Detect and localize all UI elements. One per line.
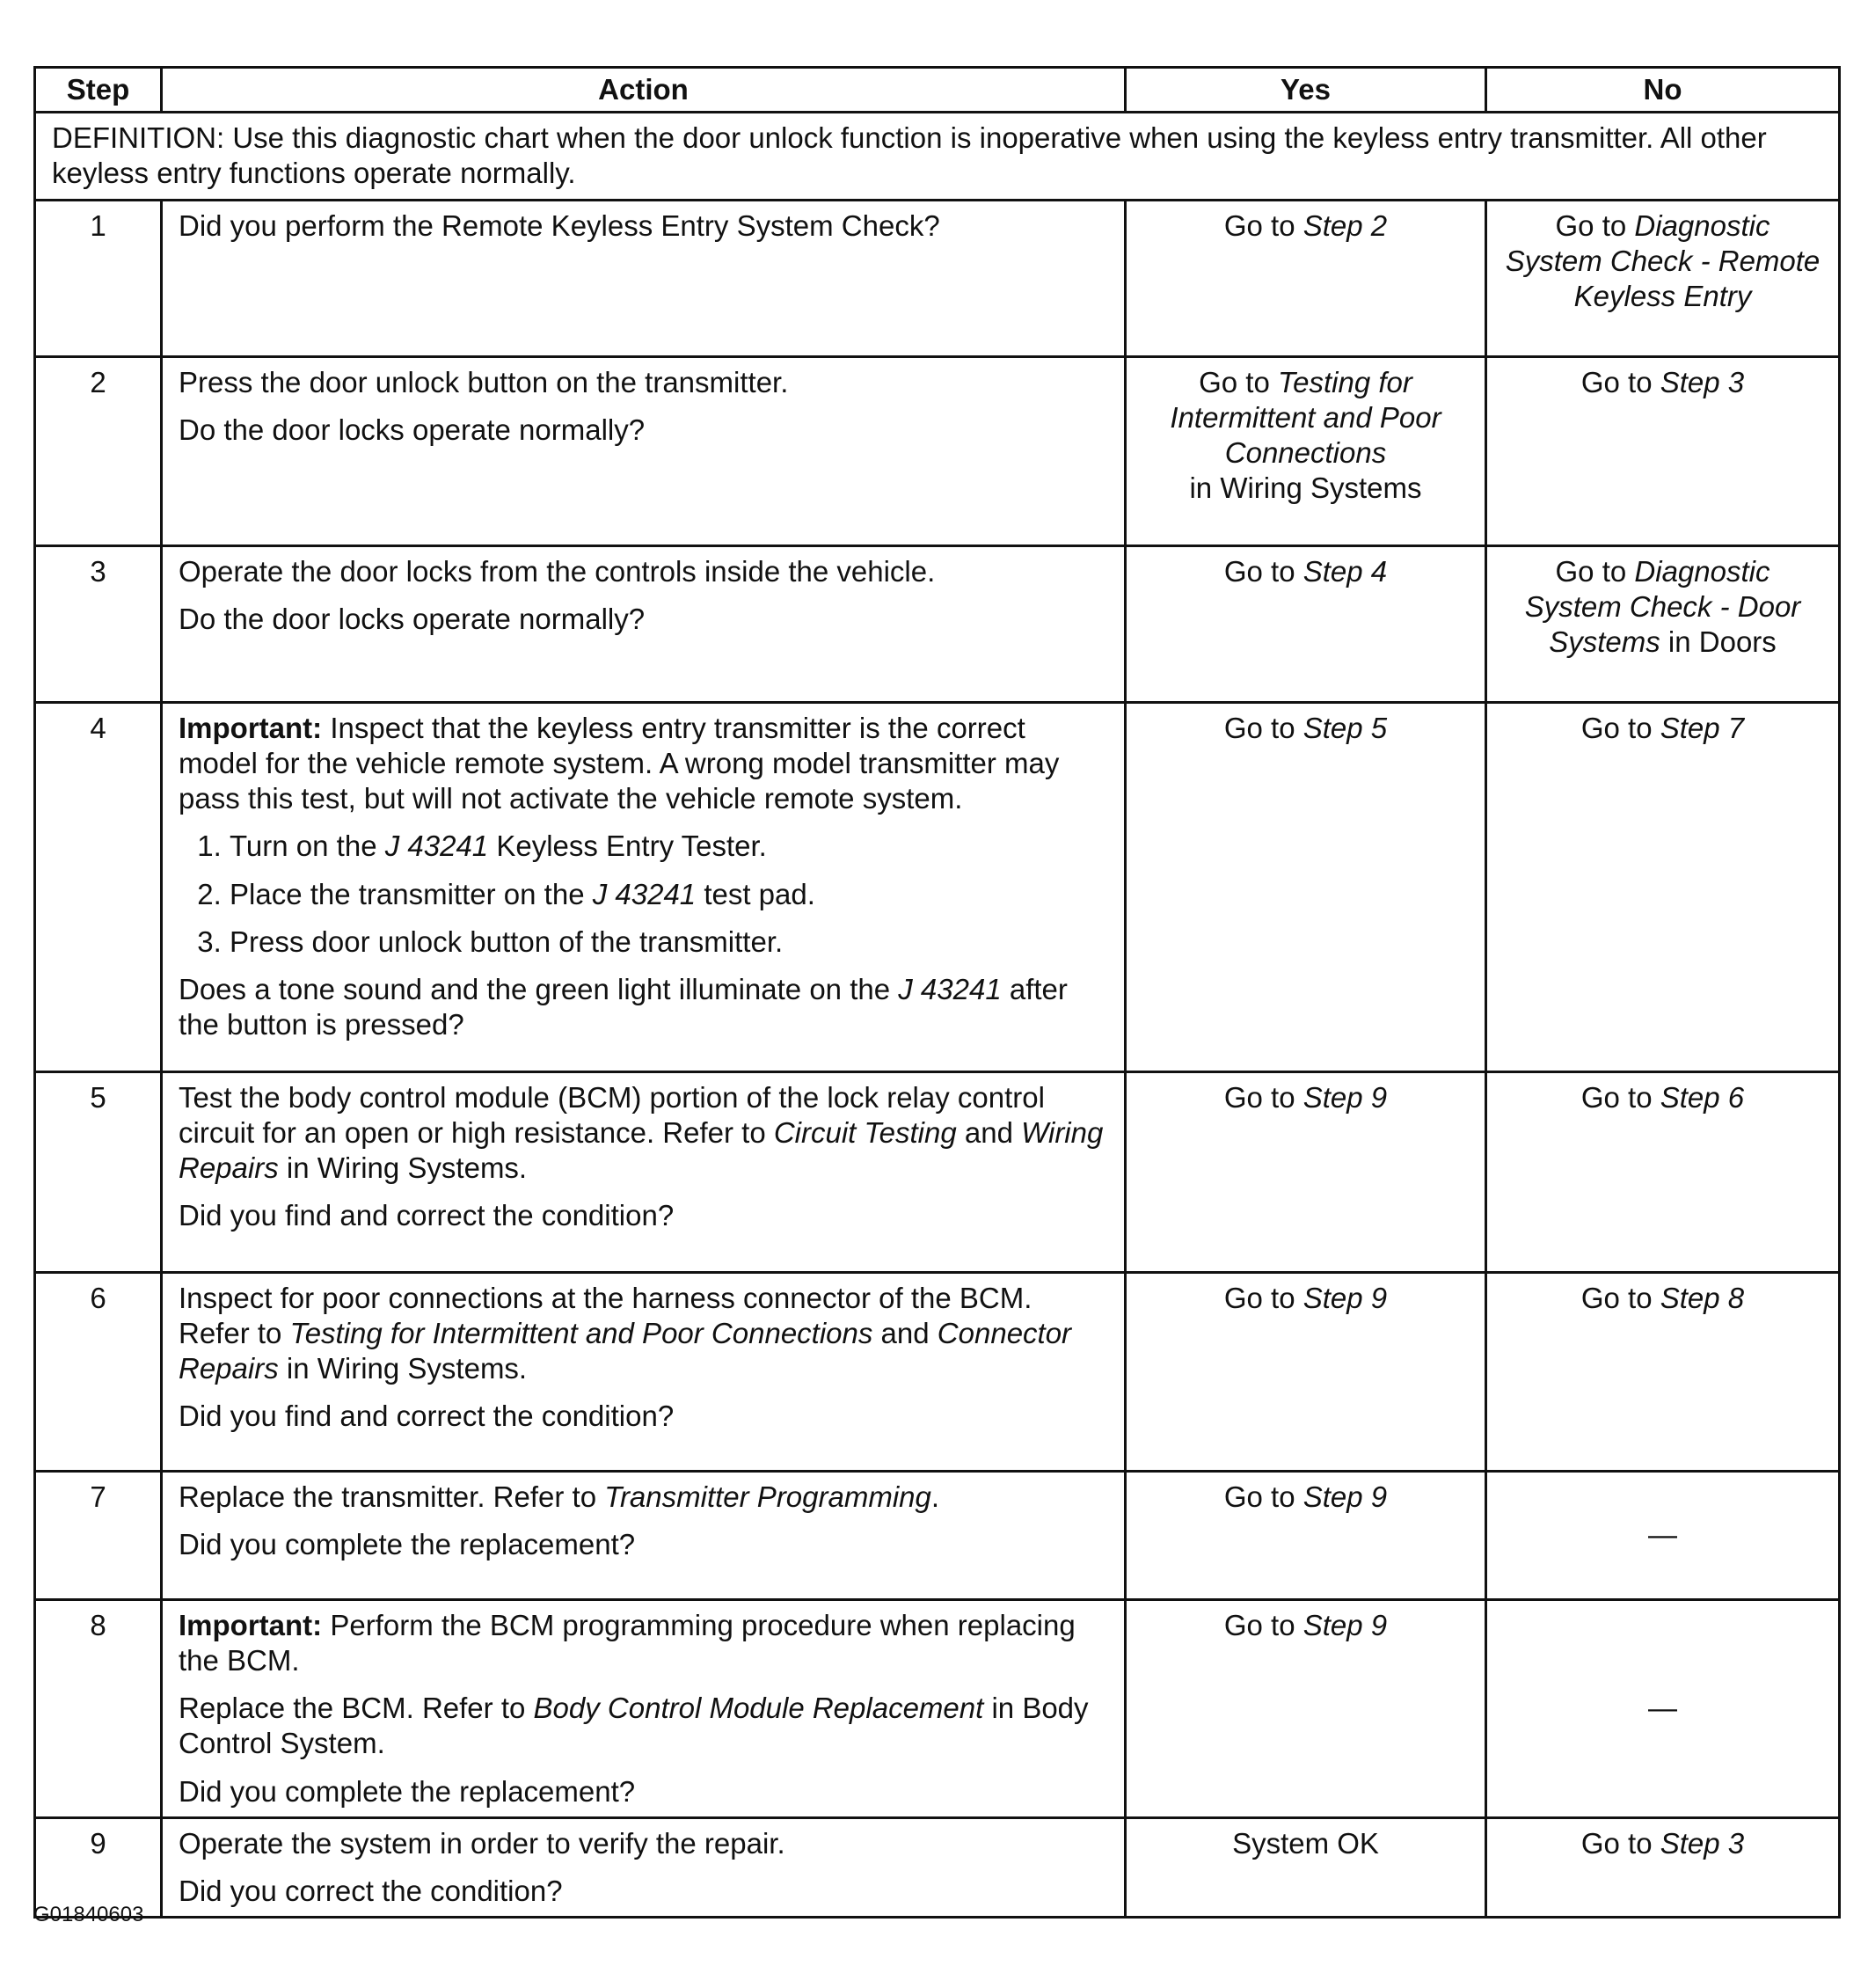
no-cell: — <box>1486 1599 1840 1817</box>
action-question: Does a tone sound and the green light illuminate on the J 43241 after the button is pressed? <box>179 973 1068 1042</box>
action-text: Operate the system in order to verify the repair. <box>179 1826 785 1860</box>
action-text: Press the door unlock button on the transmitter. <box>179 365 789 398</box>
yes-ref: Testing for Intermittent and Poor Connections <box>1170 365 1441 469</box>
action-question: Do the door locks operate normally? <box>179 602 646 635</box>
no-cell: Go to Step 8 <box>1486 1272 1840 1471</box>
no-cell: Go to Step 3 <box>1486 356 1840 545</box>
no-ref: Step 3 <box>1660 365 1745 398</box>
action-cell <box>162 200 1126 356</box>
doc-ref: Connector Repairs <box>179 1316 1072 1385</box>
no-ref: Step 3 <box>1660 1826 1745 1860</box>
step-number: 9 <box>35 1817 162 1918</box>
yes-ref: Step 2 <box>1302 208 1388 242</box>
action-question: Do the door locks operate normally? <box>179 413 646 446</box>
definition-text: DEFINITION: Use this diagnostic chart when the door unlock function is inoperative when using the keyless entry transmitter. All other keyless entry functions operate normally. <box>35 113 1840 201</box>
step-number: 8 <box>35 1599 162 1817</box>
action-cell <box>162 1471 1126 1599</box>
table-row <box>35 1599 1840 1817</box>
action-question: Did you complete the replacement? <box>179 1774 636 1808</box>
yes-cell: Go to Step 5 <box>1126 702 1486 1071</box>
table-row <box>35 200 1840 356</box>
yes-ref: Step 9 <box>1302 1080 1388 1114</box>
action-text: Inspect for poor connections at the harness connector of the BCM. Refer to Testing for Intermittent and Poor Connections and Connector Repairs in Wiring Systems. <box>179 1281 1072 1385</box>
diagnostic-table <box>33 66 1841 1919</box>
yes-cell: Go to Step 9 <box>1126 1272 1486 1471</box>
action-text: Operate the door locks from the controls inside the vehicle. <box>179 554 936 588</box>
doc-ref: Circuit Testing <box>773 1115 957 1149</box>
step-number: 7 <box>35 1471 162 1599</box>
step-number: 2 <box>35 356 162 545</box>
table-row <box>35 1272 1840 1471</box>
doc-ref: Wiring Repairs <box>179 1115 1104 1184</box>
table-row <box>35 1817 1840 1918</box>
step-number: 4 <box>35 702 162 1071</box>
no-ref: Diagnostic System Check - Door Systems <box>1524 554 1801 658</box>
action-question: Did you complete the replacement? <box>179 1527 636 1560</box>
yes-ref: Step 4 <box>1302 554 1388 588</box>
no-tail: in Doors <box>1660 625 1777 658</box>
no-ref: Step 8 <box>1660 1281 1745 1314</box>
no-cell: Go to Step 7 <box>1486 702 1840 1071</box>
yes-ref: Step 9 <box>1302 1608 1388 1641</box>
yes-ref: Step 9 <box>1302 1480 1388 1513</box>
no-cell: Go to Step 3 <box>1486 1817 1840 1918</box>
action-cell <box>162 1071 1126 1272</box>
no-cell: Go to Diagnostic System Check - Remote Keyless Entry <box>1486 200 1840 356</box>
figure-id: G01840603 <box>33 1903 144 1926</box>
table-row <box>35 702 1840 1071</box>
important-note: Important: Perform the BCM programming procedure when replacing the BCM. <box>179 1608 1076 1677</box>
header-no: No <box>1486 68 1840 113</box>
action-text: Replace the BCM. Refer to Body Control Module Replacement in Body Control System. <box>179 1692 1089 1760</box>
definition-row <box>35 113 1840 201</box>
yes-cell: Go to Step 9 <box>1126 1071 1486 1272</box>
step-number: 5 <box>35 1071 162 1272</box>
table-row <box>35 1471 1840 1599</box>
action-question: Did you find and correct the condition? <box>179 1400 675 1433</box>
step-number: 6 <box>35 1272 162 1471</box>
no-cell: — <box>1486 1471 1840 1599</box>
no-ref: Step 7 <box>1660 711 1745 744</box>
procedure-list <box>179 829 1108 960</box>
action-cell <box>162 545 1126 702</box>
step-number: 1 <box>35 200 162 356</box>
list-item: 3. Press door unlock button of the transmitter. <box>230 925 1108 960</box>
action-cell <box>162 1599 1126 1817</box>
important-label: Important: <box>179 711 323 744</box>
doc-ref: Transmitter Programming <box>604 1480 931 1513</box>
list-item: 2. Place the transmitter on the J 43241 test pad. <box>230 877 1108 912</box>
table-row <box>35 356 1840 545</box>
yes-tail: in Wiring Systems <box>1189 471 1422 505</box>
yes-cell: Go to Step 9 <box>1126 1471 1486 1599</box>
table-row <box>35 1071 1840 1272</box>
yes-cell: System OK <box>1126 1817 1486 1918</box>
tool-ref: J 43241 <box>898 973 1002 1005</box>
action-cell <box>162 1272 1126 1471</box>
action-question: Did you find and correct the condition? <box>179 1199 675 1232</box>
important-note: Important: Inspect that the keyless entry transmitter is the correct model for the vehicle remote system. A wrong model transmitter may pass this test, but will not activate the vehicle remote system. <box>179 711 1060 815</box>
action-cell <box>162 702 1126 1071</box>
yes-cell: Go to Step 2 <box>1126 200 1486 356</box>
important-label: Important: <box>179 1608 323 1641</box>
action-cell <box>162 1817 1126 1918</box>
action-text: Test the body control module (BCM) portion of the lock relay control circuit for an open or high resistance. Refer to Circuit Testing and Wiring Repairs in Wiring Systems. <box>179 1080 1104 1184</box>
no-cell: Go to Step 6 <box>1486 1071 1840 1272</box>
yes-cell: Go to Step 4 <box>1126 545 1486 702</box>
table-row <box>35 545 1840 702</box>
tool-ref: J 43241 <box>592 877 697 910</box>
yes-ref: Step 5 <box>1302 711 1388 744</box>
header-step: Step <box>35 68 162 113</box>
header-row <box>35 68 1840 113</box>
no-ref: Step 6 <box>1660 1080 1745 1114</box>
header-action: Action <box>162 68 1126 113</box>
header-yes: Yes <box>1126 68 1486 113</box>
no-cell: Go to Diagnostic System Check - Door Systems in Doors <box>1486 545 1840 702</box>
action-question: Did you correct the condition? <box>179 1875 563 1907</box>
action-text: Replace the transmitter. Refer to Transmitter Programming. <box>179 1480 940 1513</box>
yes-ref: Step 9 <box>1302 1281 1388 1314</box>
tool-ref: J 43241 <box>384 830 489 863</box>
no-ref: Diagnostic System Check - Remote Keyless Entry <box>1505 208 1821 312</box>
action-cell <box>162 356 1126 545</box>
list-item: 1. Turn on the J 43241 Keyless Entry Tester. <box>230 829 1108 864</box>
action-question: Did you perform the Remote Keyless Entry System Check? <box>179 208 940 242</box>
step-number: 3 <box>35 545 162 702</box>
doc-ref: Testing for Intermittent and Poor Connections <box>289 1316 873 1349</box>
yes-cell: Go to Testing for Intermittent and Poor Connections in Wiring Systems <box>1126 356 1486 545</box>
yes-cell: Go to Step 9 <box>1126 1599 1486 1817</box>
doc-ref: Body Control Module Replacement <box>533 1692 984 1724</box>
